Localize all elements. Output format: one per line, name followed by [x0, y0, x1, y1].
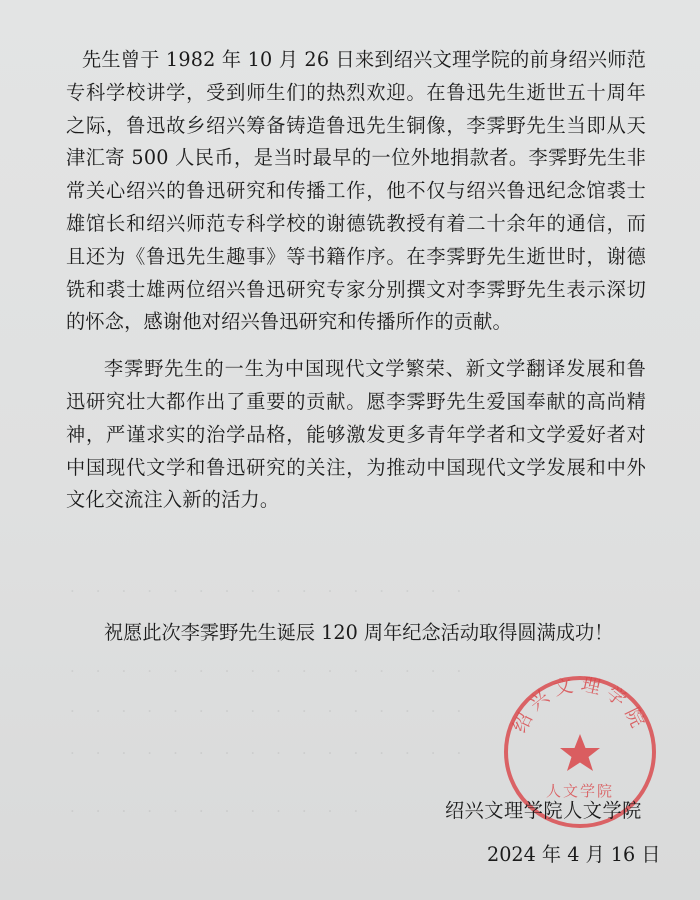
signature-institution: 绍兴文理学院人文学院: [445, 799, 642, 822]
star-icon: [560, 734, 600, 771]
signature-date: 2024 年 4 月 16 日: [487, 843, 661, 866]
closing-wish: 祝愿此次李霁野先生诞辰 120 周年纪念活动取得圆满成功！: [104, 621, 614, 644]
svg-text:人文学院: 人文学院: [545, 782, 615, 800]
bleed-through-text: · · · · · · · · · · · · · · · ·: [70, 662, 465, 680]
paragraph-2: 李霁野先生的一生为中国现代文学繁荣、新文学翻译发展和鲁迅研究壮大都作出了重要的贡献。愿李霁野先生爱国奉献的高尚精神，严谨求实的治学品格，能够激发更多青年学者和文学爱好者对中国现代文学和鲁迅研究的关注，为推动中国现代文学发展和中外文化交流注入新的活力。: [66, 357, 646, 512]
bleed-through-text: · · · · · · · · · · · · · · · ·: [70, 744, 465, 762]
paragraph-1: 先生曾于 1982 年 10 月 26 日来到绍兴文理学院的前身绍兴师范专科学校讲学，受到师生们的热烈欢迎。在鲁迅先生逝世五十周年之际，鲁迅故乡绍兴筹备铸造鲁迅先生铜像，李霁野先生当即从天津汇寄 500 人民币，是当时最早的一位外地捐款者。李霁野先生非常关心绍兴的鲁迅研究和传播工作，他不仅与绍兴鲁迅纪念馆裘士雄馆长和绍兴师范专科学校的谢德铣教授有着二十余年的通信，而且还为《鲁迅先生趣事》等书籍作序。在李霁野先生逝世时，谢德铣和裘士雄两位绍兴鲁迅研究专家分别撰文对李霁野先生表示深切的怀念，感谢他对绍兴鲁迅研究和传播所作的贡献。: [66, 48, 646, 334]
bleed-through-text: · · · · · · · · · · · ·: [70, 802, 362, 820]
svg-text:绍兴文理学院: 绍兴文理学院: [508, 673, 652, 737]
bleed-through-text: · · · · · · · · · · · · · · · ·: [70, 582, 465, 600]
bleed-through-text: · · · · · · · · · · · · · · · ·: [70, 702, 465, 720]
body-text: [66, 44, 646, 531]
